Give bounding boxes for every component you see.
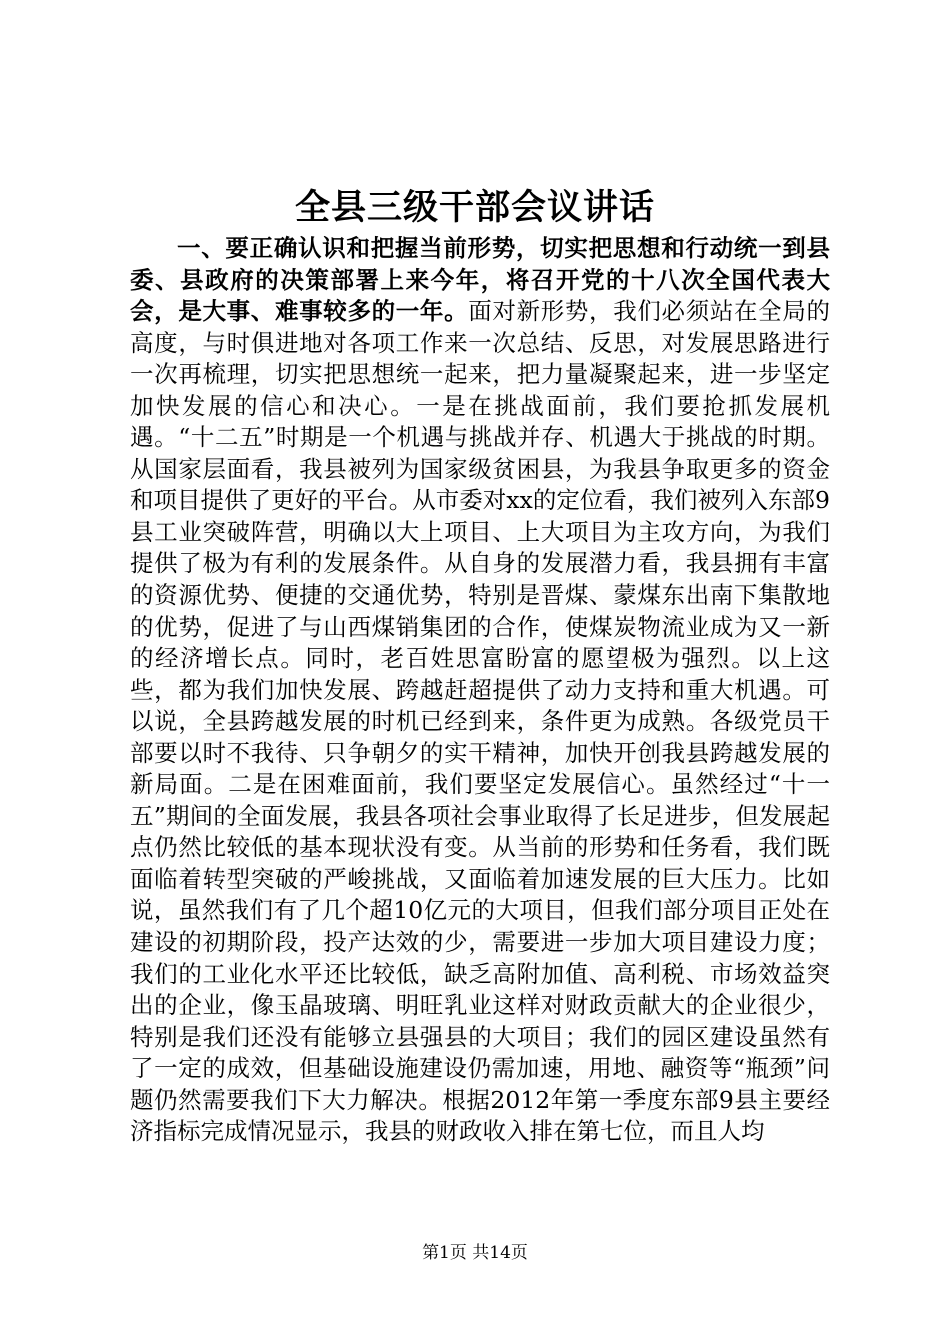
body-paragraph: [130, 233, 830, 1148]
document-title: 全县三级干部会议讲话: [294, 187, 655, 228]
page-number: 第1页 共14页: [422, 1243, 528, 1263]
body-text: 面对新形势，我们必须站在全局的高度，与时俱进地对各项工作来一次总结、反思，对发展思路进行一次再梳理，切实把思想统一起来，把力量凝聚起来，进一步坚定加快发展的信心和决心。一是在挑战面前，我们要抢抓发展机遇。“十二五”时期是一个机遇与挑战并存、机遇大于挑战的时期。从国家层面看，我县被列为国家级贫困县，为我县争取更多的资金和项目提供了更好的平台。从市委对xx的定位看，我们被列入东部9县工业突破阵营，明确以大上项目、上大项目为主攻方向，为我们提供了极为有利的发展条件。从自身的发展潜力看，我县拥有丰富的资源优势、便捷的交通优势，特别是晋煤、蒙煤东出南下集散地的优势，促进了与山西煤销集团的合作，使煤炭物流业成为又一新的经济增长点。同时，老百姓思富盼富的愿望极为强烈。以上这些，都为我们加快发展、跨越赶超提供了动力支持和重大机遇。可以说，全县跨越发展的时机已经到来，条件更为成熟。各级党员干部要以时不我待、只争朝夕的实干精神，加快开创我县跨越发展的新局面。二是在困难面前，我们要坚定发展信心。虽然经过“十一五”期间的全面发展，我县各项社会事业取得了长足进步，但发展起点仍然比较低的基本现状没有变。从当前的形势和任务看，我们既面临着转型突破的严峻挑战，又面临着加速发展的巨大压力。比如说，虽然我们有了几个超10亿元的大项目，但我们部分项目正处在建设的初期阶段，投产达效的少，需要进一步加大项目建设力度；我们的工业化水平还比较低，缺乏高附加值、高利税、市场效益突出的企业，像玉晶玻璃、明旺乳业这样对财政贡献大的企业很少，特别是我们还没有能够立县强县的大项目；我们的园区建设虽然有了一定的成效，但基础设施建设仍需加速，用地、融资等“瓶颈”问题仍然需要我们下大力解决。根据2012年第一季度东部9县主要经济指标完成情况显示，我县的财政收入排在第七位，而且人均: [130, 297, 830, 1146]
page-footer: [0, 1241, 950, 1265]
section-heading: 一、要正确认识和把握当前形势，切实把思想和行动统一到县委、县政府的决策部署上来今年，将召开党的十八次全国代表大会，是大事、难事较多的一年。: [130, 234, 830, 326]
